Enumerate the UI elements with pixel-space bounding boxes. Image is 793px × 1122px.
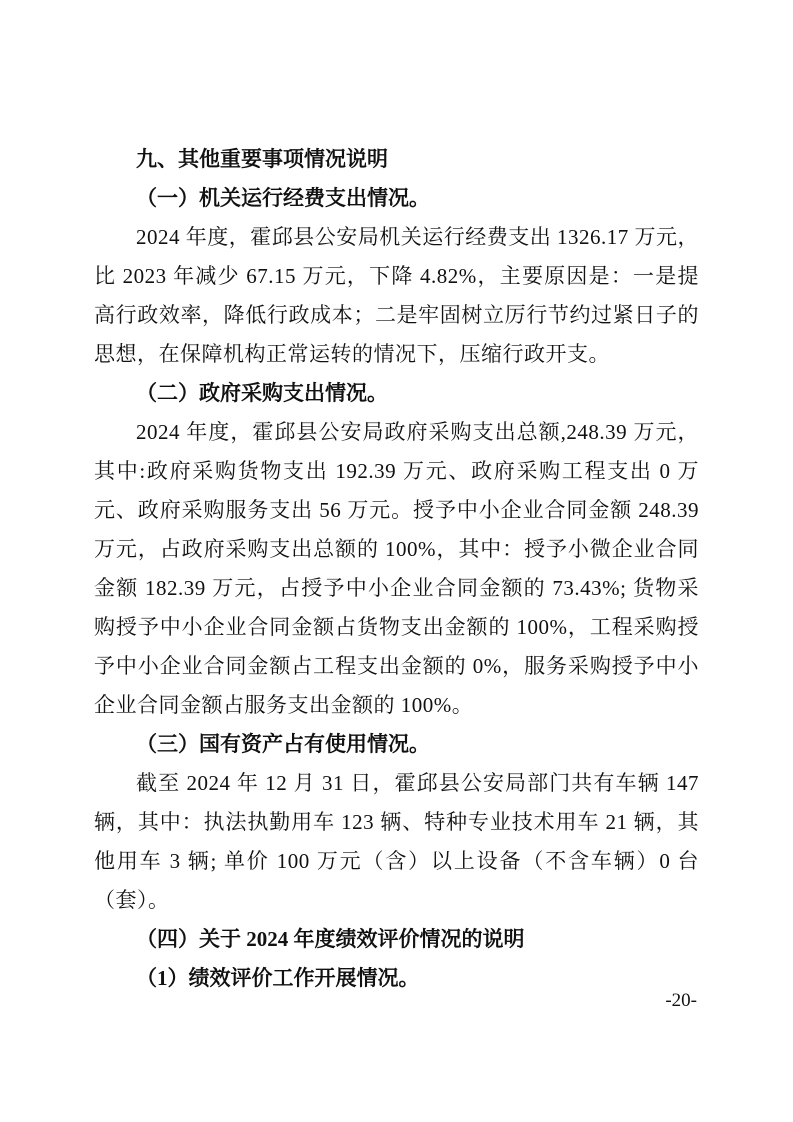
main-heading: 九、其他重要事项情况说明 (136, 147, 388, 171)
page-number: -20- (665, 990, 697, 1011)
paragraph-state-owned-assets: 截至 2024 年 12 月 31 日，霍邱县公安局部门共有车辆 147 辆，其中：执法执勤用车 123 辆、特种专业技术用车 21 辆，其他用车 3 辆; 单价 100 万元（含）以上设备（不含车辆）0 台（套）。 (94, 771, 699, 912)
section-heading-performance-evaluation: （四）关于 2024 年度绩效评价情况的说明 (136, 927, 525, 951)
section-heading-agency-operating-expenses: （一）机关运行经费支出情况。 (136, 186, 430, 210)
section-heading-government-procurement: （二）政府采购支出情况。 (136, 381, 388, 405)
paragraph-agency-operating-expenses: 2024 年度，霍邱县公安局机关运行经费支出 1326.17 万元，比 2023 年减少 67.15 万元，下降 4.82%，主要原因是：一是提高行政效率，降低行政成本；二是牢固树立厉行节约过紧日子的思想，在保障机构正常运转的情况下，压缩行政开支。 (94, 225, 699, 366)
section-heading-state-owned-assets: （三）国有资产占有使用情况。 (136, 732, 430, 756)
section-heading-performance-evaluation-work: （1）绩效评价工作开展情况。 (136, 966, 420, 990)
paragraph-government-procurement: 2024 年度，霍邱县公安局政府采购支出总额,248.39 万元，其中:政府采购货物支出 192.39 万元、政府采购工程支出 0 万元、政府采购服务支出 56 万元。授予中小企业合同金额 248.39 万元，占政府采购支出总额的 100%，其中：授予小微企业合同金额 182.39 万元，占授予中小企业合同金额的 73.43%; 货物采购授予中小企业合同金额占货物支出金额的 100%，工程采购授予中小企业合同金额占工程支出金额的 0%，服务采购授予中小企业合同金额占服务支出金额的 100%。 (94, 420, 699, 717)
